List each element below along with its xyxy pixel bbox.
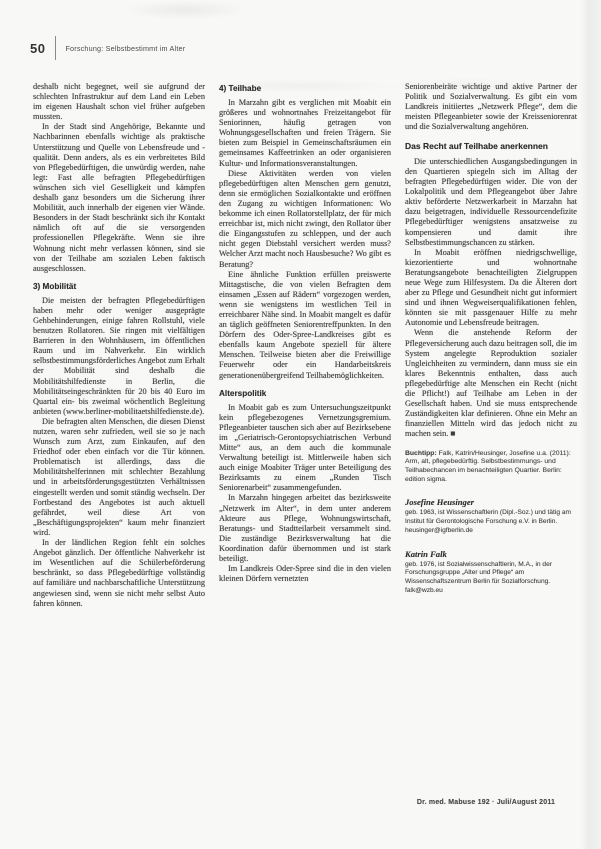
paragraph: Im Landkreis Oder-Spree sind die in den vielen kleinen Dörfern vernetzten bbox=[219, 564, 391, 584]
author-name: Josefine Heusinger bbox=[405, 497, 474, 508]
paragraph-continuation: Seniorenbeiräte wichtige und aktive Partner der Politik und Sozialverwaltung. Es gibt ein vom Landkreis initiiertes „Netzwerk Pflege“, dem die meisten Pflegeanbieter sowie der Kreisseniorenrat und die Sozialverwaltung angehören. bbox=[405, 82, 577, 132]
paragraph: In Moabit eröffnen niedrigschwellige, kiezorientierte und wohnortnahe Beratungsangebote benachteiligten Zielgruppen neue Wege zum Hilfesystem. Da die Älteren dort aber zu Pflege und Gesundheit nicht gut informiert sind und ihnen Wegweiserqualifikationen fehlen, könnten sie mit passgenauer Hilfe zu mehr Autonomie und Lebensfreude beitragen. bbox=[405, 247, 577, 328]
column-2 bbox=[219, 82, 391, 609]
paragraph: In Marzahn gibt es verglichen mit Moabit ein größeres und wohnortnahes Freizeitangebot für Seniorinnen, häufig getragen von Wohnungsgesellschaften und freien Trägern. Sie bieten zum Beispiel in Gemeinschaftsräumen ein gemeinsames Kaffeetrinken an oder organisieren Kultur- und Informationsveranstaltungen. bbox=[219, 98, 391, 168]
section-title: Forschung: Selbstbestimmt im Alter bbox=[65, 43, 186, 53]
author-name: Katrin Falk bbox=[405, 548, 447, 559]
paragraph: In der Stadt sind Angehörige, Bekannte und Nachbarinnen ebenfalls wichtige als praktische Unterstützung und Quelle von Lebensfreude und -qualität. Denn anders, als es ein verbreitetes Bild von Pflegebedürftigen, die unwürdig werden, nahe legt: Fast alle befragten Pflegebedürftigen wünschen sich viel Geselligkeit und kämpfen deshalb ganz besonders um die Sicherung ihrer Mobilität, auch innerhalb der eigenen vier Wände. Besonders in der Stadt beschränkt sich ihr Kontakt nämlich oft auf die sie versorgenden professionellen Pflegekräfte. Wenn sie ihre Wohnung nicht mehr verlassen können, sind sie von der Teilhabe am sozialen Leben faktisch ausgeschlossen. bbox=[33, 122, 205, 273]
paragraph: Wenn die anstehende Reform der Pflegeversicherung auch dazu beitragen soll, die im System angelegte Reproduktion sozialer Ungleichheiten zu vermindern, dann muss sie ein klares Bekenntnis enthalten, dass auch pflegebedürftige alte Menschen ein Recht (nicht die Pflicht!) auf Teilhabe am Leben in der Gesellschaft haben. Und sie muss entsprechende Zuständigkeiten klar definieren. Ohne ein Mehr an finanziellen Mitteln wird das jedoch nicht zu machen sein. ■ bbox=[405, 328, 577, 439]
author-email: falk@wzb.eu bbox=[405, 587, 443, 595]
paragraph: In der ländlichen Region fehlt ein solches Angebot gänzlich. Der öffentliche Nahverkehr ist im Wesentlichen auf die Schülerbeförderung beschränkt, so dass Pflegebedürftige vollständig auf familiäre und nachbarschaftliche Unterstützung angewiesen sind, wenn sie nicht mehr selbst Auto fahren können. bbox=[33, 538, 205, 608]
paragraph: Die unterschiedlichen Ausgangsbedingungen in den Quartieren spiegeln sich im Alltag der befragten Pflegebedürftigen wider. Die von der Lokalpolitik und dem Pflegeangebot über Jahre aktiv beförderte Netzwerkarbeit in Marzahn hat dazu beigetragen, individuelle Ressourcendefizite Pflegebedürftiger wenigstens ansatzweise zu kompensieren und damit ihre Selbstbestimmungschancen zu stärken. bbox=[405, 156, 577, 247]
author-bio-falk bbox=[405, 549, 577, 596]
author-description: geb. 1963, ist Wissenschaftlerin (Dipl.-Soz.) und tätig am Institut für Gerontologische Forschung e.V. in Berlin. bbox=[405, 509, 572, 525]
subheading-alterspolitik: Alterspolitik bbox=[219, 388, 267, 398]
subheading-mobilitaet: 3) Mobilität bbox=[33, 281, 77, 291]
paragraph-continuation: deshalb nicht begegnet, weil sie aufgrund der schlechten Infrastruktur auf dem Land ein Leben im eigenen Haushalt schon viel früher aufgeben mussten. bbox=[33, 82, 205, 122]
paragraph: In Moabit gab es zum Untersuchungszeitpunkt kein pflegebezogenes Vernetzungsgremium. Pflegeanbieter tauschen sich aber auf Bezirksebene im „Geriatrisch-Gerontopsychiatrischen Verbund Mitte“ aus, an dem auch die kommunale Verwaltung beteiligt ist. Mittlerweile haben sich auch einige Moabiter Träger unter Beteiligung des Bezirksamts zu einem „Runden Tisch Seniorenarbeit“ zusammengefunden. bbox=[219, 402, 391, 493]
journal-footer-line: Dr. med. Mabuse 192 · Juli/August 2011 bbox=[416, 799, 556, 806]
paragraph: Die meisten der befragten Pflegebedürftigen haben mehr oder weniger ausgeprägte Gehbehinderungen, einige fahren Rollstuhl, viele benutzen Rollatoren. Sie ringen mit vielfältigen Barrieren in den Wohnhäusern, im öffentlichen Raum und im Nahverkehr. Ein wirklich selbstbestimmungsförderliches Angebot zum Erhalt der Mobilität sind deshalb die Mobilitätshilfedienste in Berlin, die Mobilitätseingeschränkten für 20 bis 40 Euro im Quartal ein- bis zweimal wöchentlich Begleitung anbieten (www.berliner-mobilitaetshilfedienste.de). bbox=[33, 295, 205, 416]
author-bio-heusinger bbox=[405, 497, 577, 536]
heading-recht-auf-teilhabe: Das Recht auf Teilhabe anerkennen bbox=[405, 141, 548, 152]
paragraph: Diese Aktivitäten werden von vielen pflegebedürftigen alten Menschen gern genutzt, denn sie ermöglichen Sozialkontakte und eröffnen den Zugang zu wichtigen Informationen: Wo bekomme ich einen Rollatorstellplatz, der für mich erreichbar ist, mich nicht zwingt, den Rollator über die Eingangsstufen zu schleppen, und der auch nicht gegen Diebstahl versichert werden muss? Welcher Arzt macht noch Hausbesuche? Wo gibt es Beratung? bbox=[219, 168, 391, 269]
book-tip bbox=[405, 450, 577, 485]
column-1 bbox=[33, 82, 205, 609]
paragraph: Eine ähnliche Funktion erfüllen preiswerte Mittagstische, die von vielen Befragten dem einsamen „Essen auf Rädern“ vorgezogen werden, wenn sie wenigstens im westlichen Teil in erreichbarer Nähe sind. In Moabit mangelt es dafür an täglich geöffneten Seniorentreffpunkten. In den Dörfern des Oder-Spree-Landkreises gibt es ebenfalls kaum Angebote speziell für ältere Menschen. Teilweise bieten aber die Freiwillige Feuerwehr oder ein Handarbeitskreis generationenübergreifend Teilhabemöglichkeiten. bbox=[219, 269, 391, 380]
column-3 bbox=[405, 82, 577, 609]
subheading-teilhabe: 4) Teilhabe bbox=[219, 84, 262, 93]
header-divider bbox=[55, 36, 56, 60]
book-tip-label: Buchtipp: bbox=[405, 449, 437, 457]
paragraph: Die befragten alten Menschen, die diesen Dienst nutzen, waren sehr zufrieden, weil sie so je nach Wunsch zum Arzt, zum Einkaufen, auf den Friedhof oder eben einfach vor die Tür können. Problematisch ist allerdings, dass die Mobilitätshelferinnen mit schlechter Bezahlung und in arbeitsförderungsgestützten Verhältnissen eingestellt werden und somit ständig wechseln. Der Fortbestand des Angebotes ist auch aktuell gefährdet, weil diese Art von „Beschäftigungsprojekten“ kaum mehr finanziert wird. bbox=[33, 416, 205, 537]
book-tip-text: Falk, Katrin/Heusinger, Josefine u.a. (2011): Arm, alt, pflegebedürftig. Selbstbestimmungs- und Teilhabechancen im benachteiligten Quartier. Berlin: edition sigma. bbox=[405, 449, 571, 483]
paragraph: In Marzahn hingegen arbeitet das bezirksweite „Netzwerk im Alter“, in dem unter anderem Akteure aus Pflege, Wohnungswirtschaft, Beratungs- und Stadtteilarbeit versammelt sind. Die zuständige Bezirksverwaltung hat die Koordination dafür übernommen und ist stark beteiligt. bbox=[219, 493, 391, 564]
page-header bbox=[30, 36, 185, 60]
author-description: geb. 1976, ist Sozialwissenschaftlerin, M.A., in der Forschungsgruppe „Alter und Pflege“ am Wissenschaftszentrum Berlin für Sozialforschung. bbox=[405, 560, 552, 585]
page-number: 50 bbox=[30, 40, 46, 56]
article-columns bbox=[33, 82, 577, 609]
author-email: heusinger@igfberlin.de bbox=[405, 527, 473, 535]
